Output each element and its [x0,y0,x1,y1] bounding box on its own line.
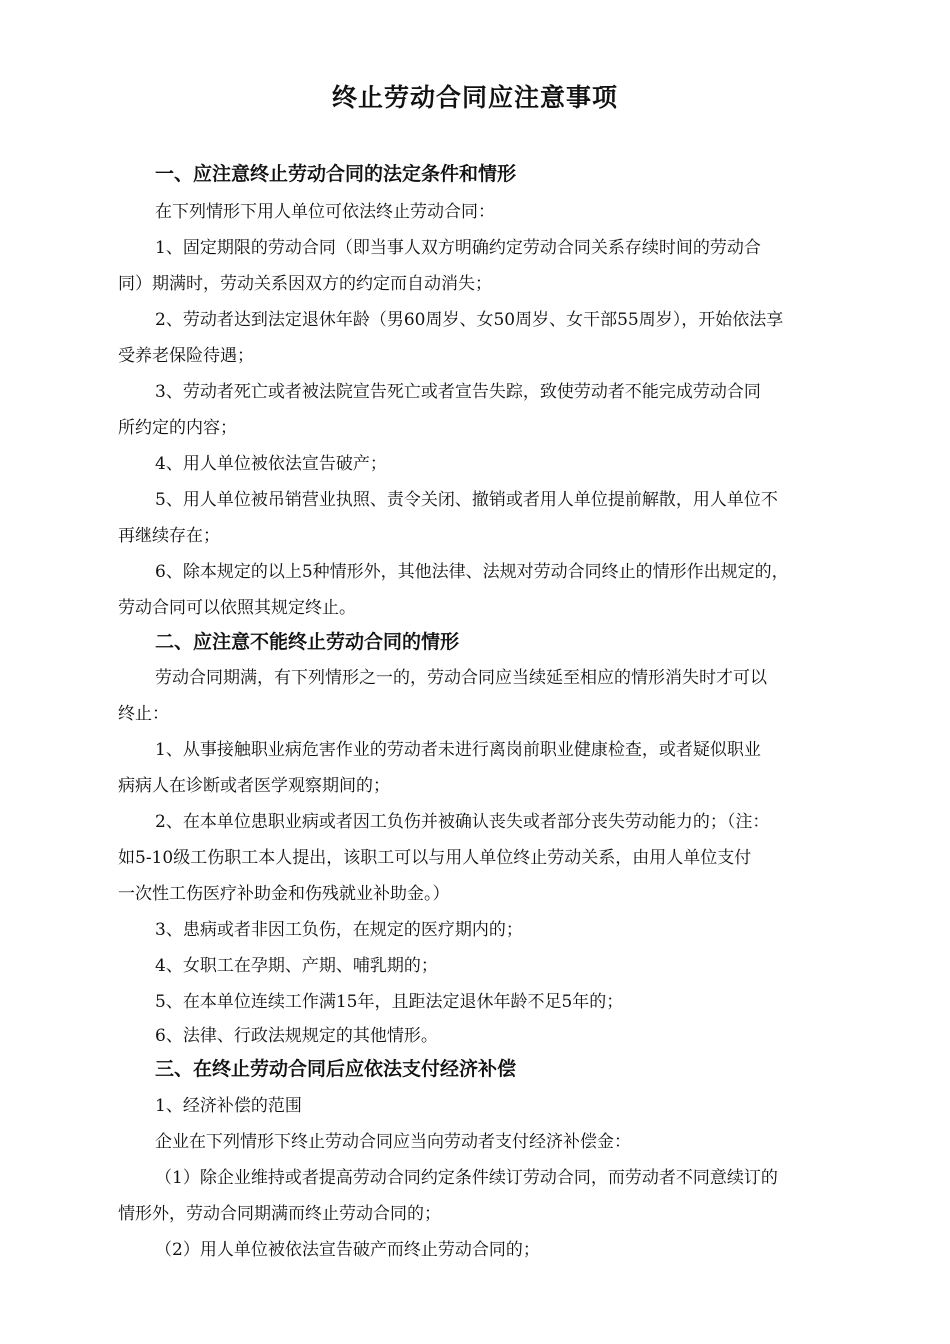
paragraph-line: 4、女职工在孕期、产期、哺乳期的； [155,956,438,976]
paragraph-line: 2、在本单位患职业病或者因工负伤并被确认丧失或者部分丧失劳动能力的；（注： [155,812,770,832]
paragraph-line: 病病人在诊断或者医学观察期间的； [118,776,390,796]
paragraph-line: （2）用人单位被依法宣告破产而终止劳动合同的； [155,1240,540,1260]
paragraph-line: 1、固定期限的劳动合同（即当事人双方明确约定劳动合同关系存续时间的劳动合 [155,238,761,258]
page-title: 终止劳动合同应注意事项 [331,83,618,112]
paragraph-line: 1、经济补偿的范围 [155,1096,302,1116]
paragraph-line: 5、在本单位连续工作满15年，且距法定退休年龄不足5年的； [155,992,624,1012]
section-heading-1: 一、应注意终止劳动合同的法定条件和情形 [155,163,517,185]
paragraph-line: 劳动合同期满，有下列情形之一的，劳动合同应当续延至相应的情形消失时才可以 [155,668,767,688]
paragraph-line: 企业在下列情形下终止劳动合同应当向劳动者支付经济补偿金： [155,1132,631,1152]
paragraph-line: 受养老保险待遇； [118,346,254,366]
paragraph-line: 1、从事接触职业病危害作业的劳动者未进行离岗前职业健康检查，或者疑似职业 [155,740,761,760]
paragraph-line: （1）除企业维持或者提高劳动合同约定条件续订劳动合同，而劳动者不同意续订的 [155,1168,778,1188]
paragraph-line: 同）期满时，劳动关系因双方的约定而自动消失； [118,274,492,294]
paragraph-line: 6、除本规定的以上5种情形外，其他法律、法规对劳动合同终止的情形作出规定的， [155,562,789,582]
paragraph-line: 2、劳动者达到法定退休年龄（男60周岁、女50周岁、女干部55周岁），开始依法享 [155,310,784,330]
paragraph-line: 6、法律、行政法规规定的其他情形。 [155,1026,438,1046]
paragraph-line: 如5-10级工伤职工本人提出，该职工可以与用人单位终止劳动关系，由用人单位支付 [118,848,752,868]
paragraph-line: 终止： [118,704,169,724]
paragraph-line: 所约定的内容； [118,418,237,438]
paragraph-line: 情形外，劳动合同期满而终止劳动合同的； [118,1204,441,1224]
paragraph-line: 一次性工伤医疗补助金和伤残就业补助金。） [118,884,450,904]
paragraph-line: 再继续存在； [118,526,220,546]
paragraph-line: 3、劳动者死亡或者被法院宣告死亡或者宣告失踪，致使劳动者不能完成劳动合同 [155,382,761,402]
section-heading-2: 二、应注意不能终止劳动合同的情形 [155,631,460,653]
paragraph-line: 在下列情形下用人单位可依法终止劳动合同： [155,202,495,222]
paragraph-line: 3、患病或者非因工负伤，在规定的医疗期内的； [155,920,523,940]
paragraph-line: 5、用人单位被吊销营业执照、责令关闭、撤销或者用人单位提前解散，用人单位不 [155,490,778,510]
section-heading-3: 三、在终止劳动合同后应依法支付经济补偿 [155,1058,517,1080]
paragraph-line: 4、用人单位被依法宣告破产； [155,454,387,474]
paragraph-line: 劳动合同可以依照其规定终止。 [118,598,356,618]
